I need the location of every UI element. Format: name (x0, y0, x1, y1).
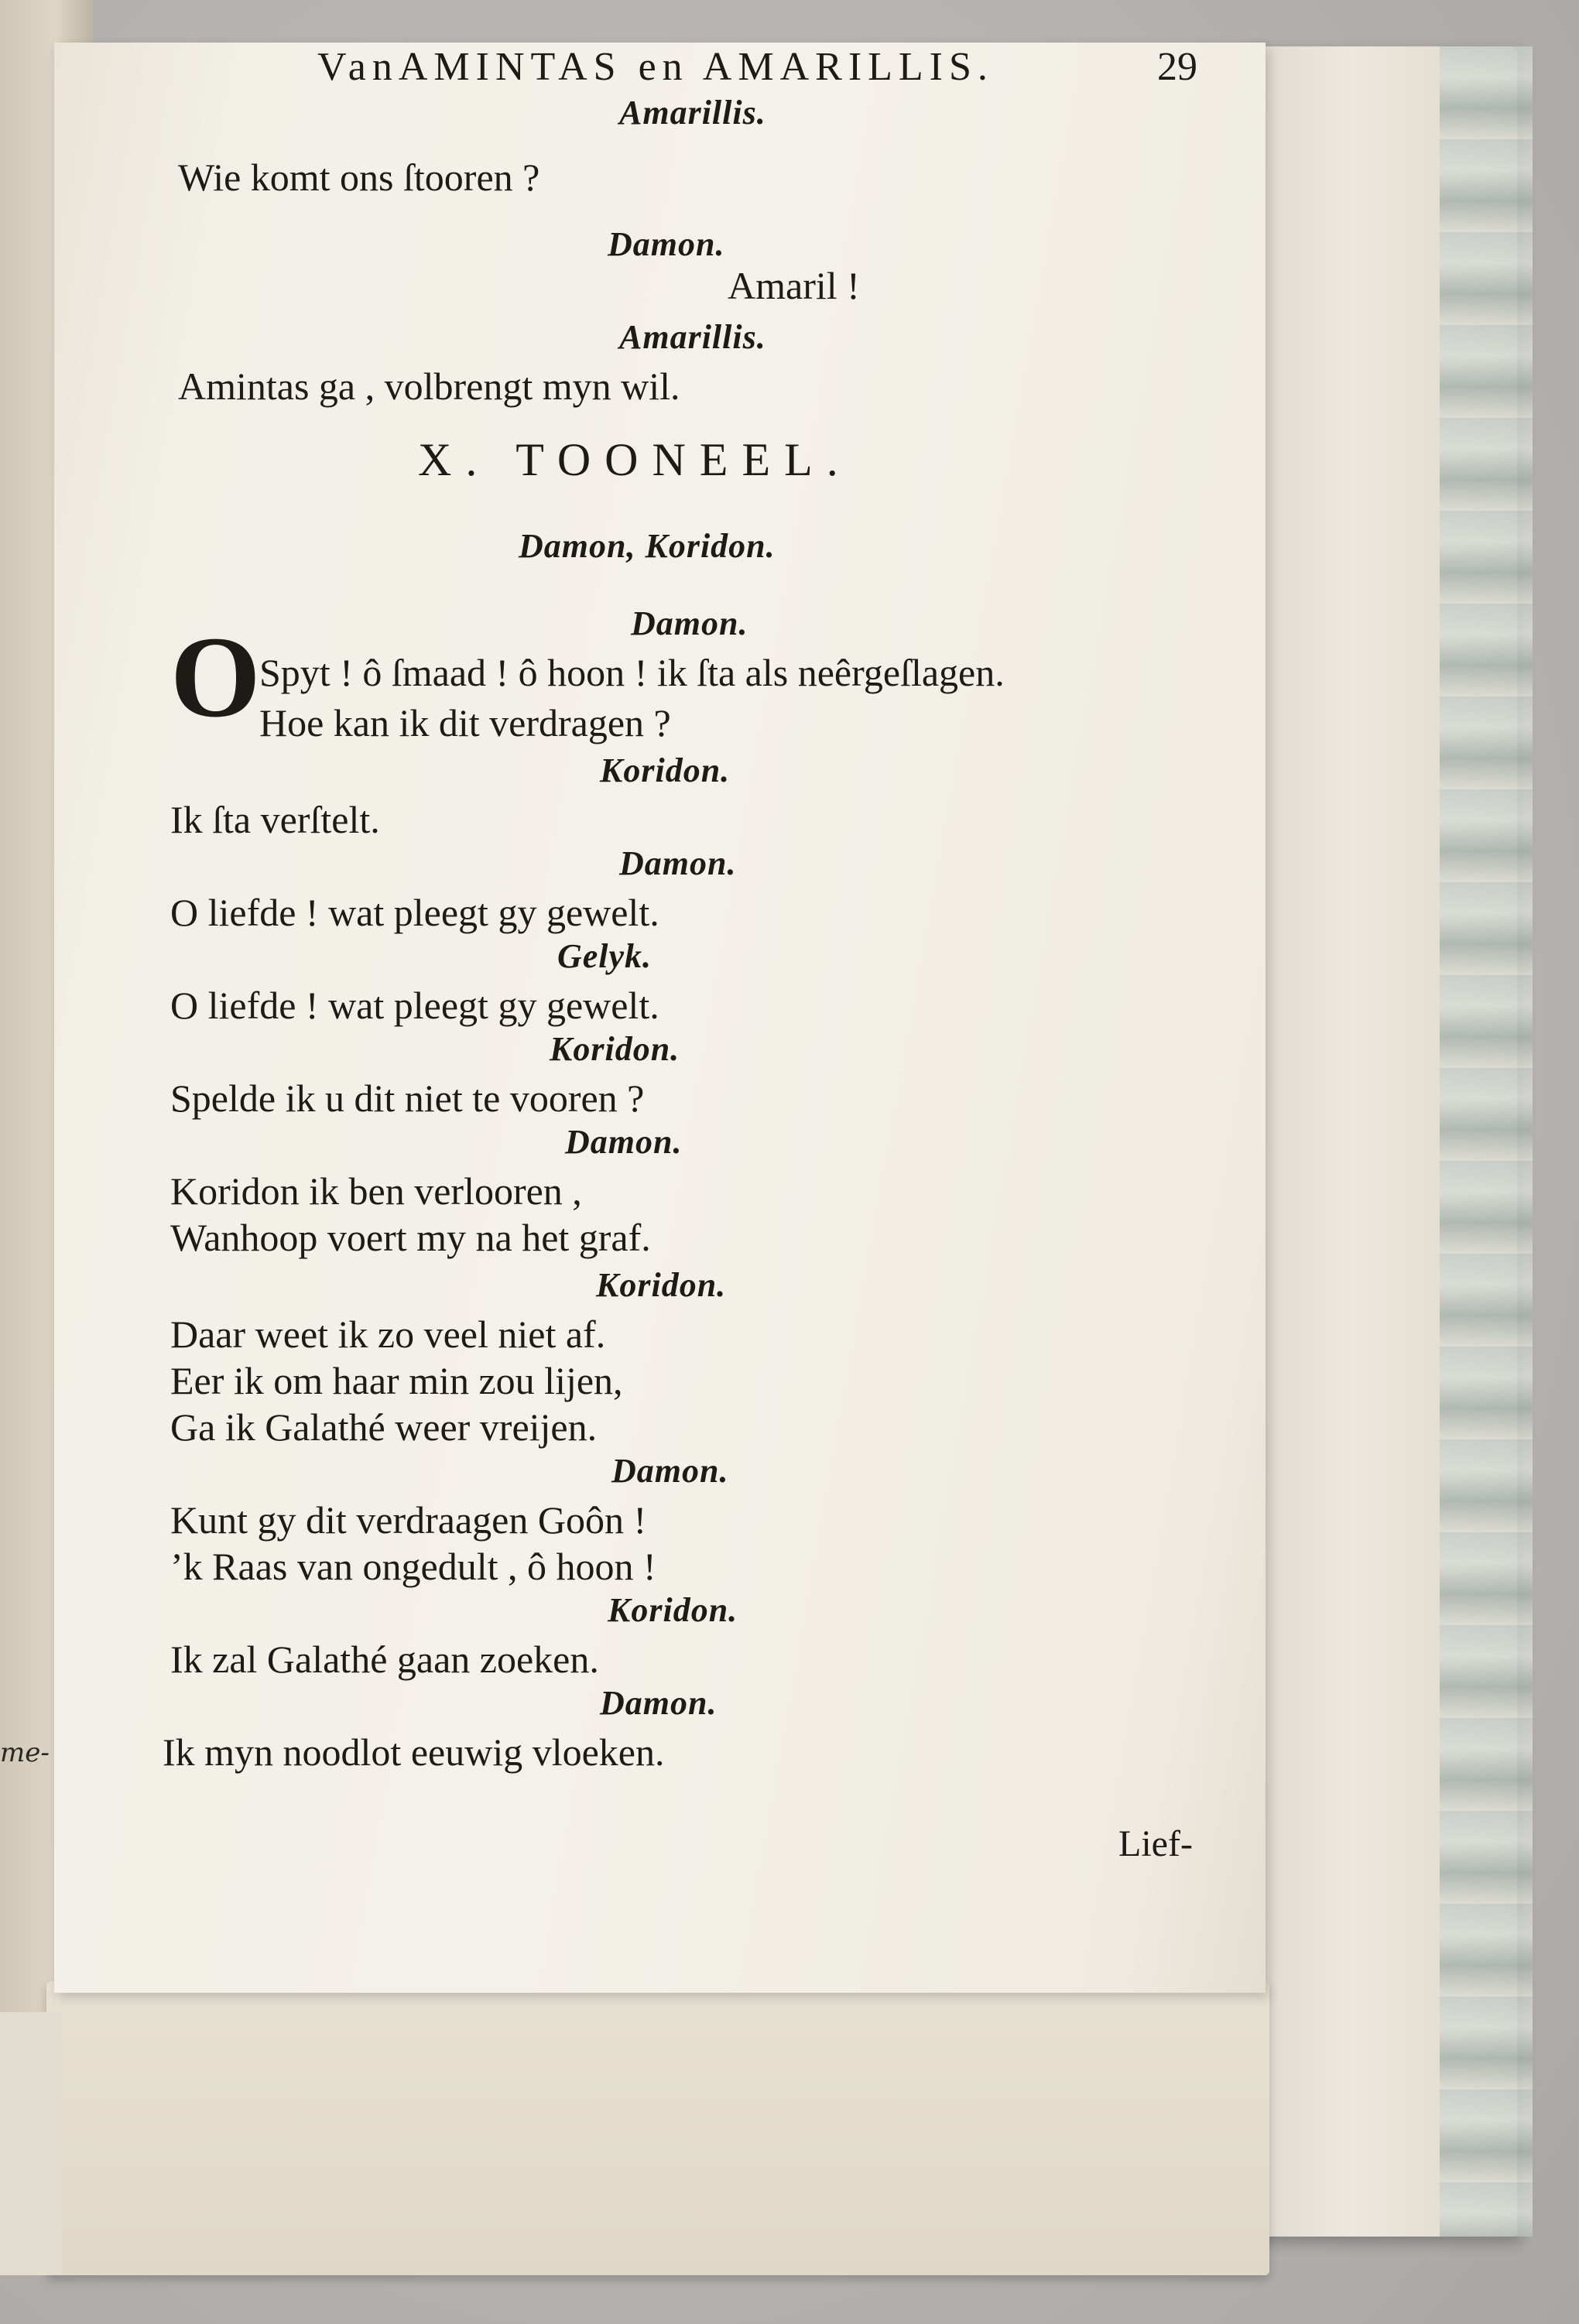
page-number: 29 (1157, 45, 1197, 89)
scene-heading: X. TOONEEL. (418, 434, 852, 485)
verse-line: Amaril ! (728, 264, 860, 307)
verse-line: Kunt gy dit verdraagen Goôn ! (170, 1498, 647, 1542)
speaker-label: Damon. (565, 1123, 683, 1161)
drop-cap: O (170, 613, 261, 741)
speaker-label: Damon. (600, 1684, 718, 1722)
speaker-label: Koridon. (550, 1030, 680, 1068)
speaker-label: Amarillis. (619, 318, 766, 356)
verse-line: Ik ſta verſtelt. (170, 798, 380, 841)
verse-line: Spelde ik u dit niet te vooren ? (170, 1076, 645, 1120)
margin-fragment-text: me- (0, 1737, 50, 1768)
speaker-label: Damon. (608, 225, 725, 263)
verse-line: Ik myn noodlot eeuwig vloeken. (163, 1730, 665, 1774)
speaker-label: Damon. (631, 604, 748, 642)
verse-line: Spyt ! ô ſmaad ! ô hoon ! ik ſta als neêrgeſlagen. (259, 651, 1005, 694)
verse-line: Amintas ga , volbrengt myn wil. (178, 365, 680, 408)
verse-line: Ik zal Galathé gaan zoeken. (170, 1638, 599, 1681)
verse-line: O liefde ! wat pleegt gy gewelt. (170, 891, 659, 934)
verse-line: Daar weet ik zo veel niet af. (170, 1313, 606, 1356)
speaker-label: Koridon. (600, 751, 731, 789)
speaker-label: Gelyk. (557, 937, 652, 975)
verse-line: Eer ik om haar min zou lijen, (170, 1359, 623, 1402)
verse-line: Hoe kan ik dit verdragen ? (259, 701, 671, 744)
scene-characters: Damon, Koridon. (519, 527, 776, 565)
catchword: Lief- (1118, 1823, 1193, 1864)
verse-line: Wanhoop voert my na het graf. (170, 1216, 651, 1259)
verse-line: O liefde ! wat pleegt gy gewelt. (170, 984, 659, 1027)
page-corner (0, 2012, 62, 2275)
lower-page-edge (46, 1981, 1269, 2275)
verse-line: Koridon ik ben verlooren , (170, 1169, 582, 1213)
running-head: VanAMINTAS en AMARILLIS. (317, 45, 994, 89)
verse-line: Ga ik Galathé weer vreijen. (170, 1405, 598, 1449)
speaker-label: Koridon. (608, 1591, 738, 1629)
speaker-label: Damon. (619, 844, 737, 882)
speaker-label: Amarillis. (619, 94, 766, 132)
speaker-label: Damon. (611, 1452, 729, 1490)
speaker-label: Koridon. (596, 1266, 727, 1304)
verse-line: Wie komt ons ſtooren ? (178, 156, 540, 199)
verse-line: ’k Raas van ongedult , ô hoon ! (170, 1545, 656, 1588)
book-spine-edge (1440, 46, 1533, 2237)
book-page (54, 43, 1266, 1993)
